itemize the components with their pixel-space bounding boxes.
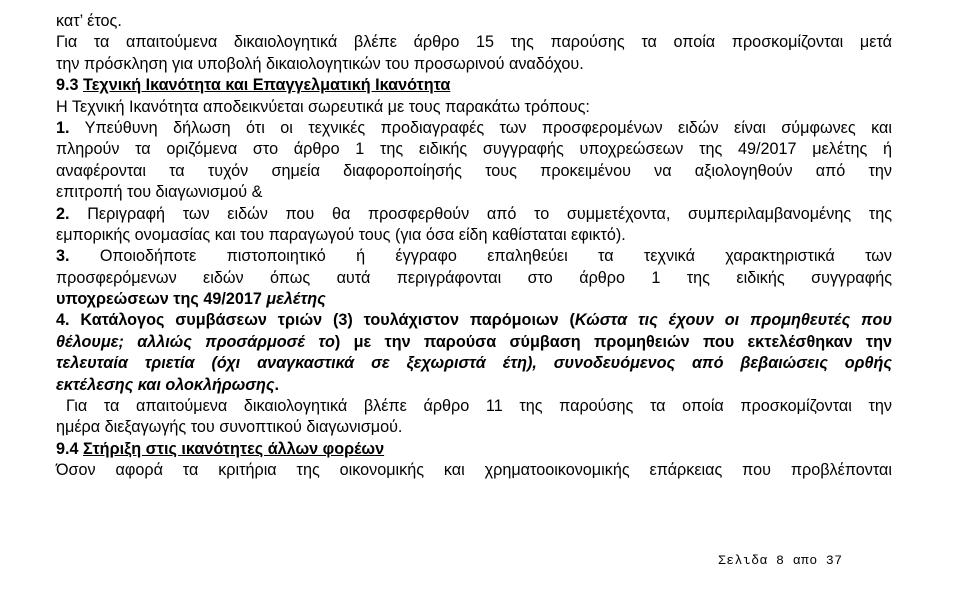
- section-title: Τεχνική Ικανότητα και Επαγγελματική Ικανότητα: [83, 76, 451, 95]
- bold-italic-text: Κώστα τις έχουν οι προμηθευτές που: [574, 311, 893, 330]
- section-number: 9.3: [56, 76, 79, 95]
- list-text: Υπεύθυνη δήλωση ότι οι τεχνικές προδιαγραφές των προσφερομένων ειδών είναι σύμφωνες και: [84, 118, 892, 137]
- bold-text: υποχρεώσεων της 49/2017: [56, 290, 267, 309]
- list-item-4-line: [56, 310, 892, 331]
- document-body: [56, 11, 892, 482]
- paragraph-line: την πρόσκληση για υποβολή δικαιολογητικών του προσωρινού αναδόχου.: [56, 54, 584, 73]
- list-item-1-line: πληρούν τα οριζόμενα στο άρθρο 1 της ειδικής συγγραφής υποχρεώσεων της 49/2017 μελέτης ή: [56, 140, 892, 159]
- paragraph-line: Η Τεχνική Ικανότητα αποδεικνύεται σωρευτικά με τους παρακάτω τρόπους:: [56, 97, 590, 116]
- list-number: 1.: [56, 118, 70, 137]
- list-item-3-line: [56, 289, 892, 310]
- bold-italic-text: μελέτης: [266, 290, 326, 309]
- list-item-2-line: εμπορικής ονομασίας και του παραγωγού τους (για όσα είδη καθίσταται εφικτό).: [56, 225, 626, 244]
- bold-italic-text: εκτέλεσης και ολοκλήρωσης: [56, 375, 275, 394]
- list-item-4-line: [56, 375, 892, 396]
- section-number: 9.4: [56, 439, 79, 458]
- list-item-2-line: [56, 204, 892, 225]
- list-item-3-line: [56, 246, 892, 267]
- list-number: 3.: [56, 247, 70, 266]
- bold-text: ) με την παρούσα σύμβαση προμηθειών που εκτελέσθηκαν την: [334, 332, 892, 351]
- list-number: 2.: [56, 204, 70, 223]
- section-heading-9-3: [56, 75, 892, 96]
- paragraph-line: Για τα απαιτούμενα δικαιολογητικά βλέπε άρθρο 11 της παρούσης τα οποία προσκομίζονται την: [66, 397, 892, 416]
- bold-text: .: [274, 375, 279, 394]
- paragraph-line: ημέρα διεξαγωγής του συνοπτικού διαγωνισμού.: [56, 418, 403, 437]
- list-item-4-line: τελευταία τριετία (όχι αναγκαστικά σε ξεχωριστά έτη), συνοδευόμενος από βεβαιώσεις ορθής: [56, 354, 892, 373]
- bold-text: Κατάλογος συμβάσεων τριών (3) τουλάχιστον παρόμοιων (: [80, 311, 575, 330]
- list-item-1-line: αναφέρονται τα τυχόν σημεία διαφοροποίησής τους προκειμένου να αξιολογηθούν από την: [56, 161, 892, 180]
- list-item-3-line: προσφερόμενων ειδών όπως αυτά περιγράφονται στο άρθρο 1 της ειδικής συγγραφής: [56, 268, 892, 287]
- paragraph-line: κατ’ έτος.: [56, 12, 122, 30]
- paragraph-line: Για τα απαιτούμενα δικαιολογητικά βλέπε άρθρο 15 της παρούσης τα οποία προσκομίζονται μετά: [56, 33, 892, 52]
- bold-italic-text: θέλουμε; αλλιώς προσάρμοσέ το: [56, 332, 335, 351]
- section-heading-9-4: [56, 439, 892, 460]
- page-number: Σελιδα 8 απο 37: [718, 553, 843, 568]
- paragraph-line: Όσον αφορά τα κριτήρια της οικονομικής και χρηματοοικονομικής επάρκειας που προβλέπονται: [56, 461, 892, 480]
- list-number: 4.: [56, 311, 70, 330]
- list-text: Περιγραφή των ειδών που θα προσφερθούν από το συμμετέχοντα, συμπεριλαμβανομένης της: [87, 204, 893, 223]
- list-item-1-line: επιτροπή του διαγωνισμού &: [56, 183, 263, 202]
- list-item-1-line: [56, 118, 892, 139]
- section-title: Στήριξη στις ικανότητες άλλων φορέων: [83, 439, 385, 458]
- list-item-4-line: [56, 332, 892, 353]
- list-text: Οποιοδήποτε πιστοποιητικό ή έγγραφο επαληθεύει τα τεχνικά χαρακτηριστικά των: [99, 247, 892, 266]
